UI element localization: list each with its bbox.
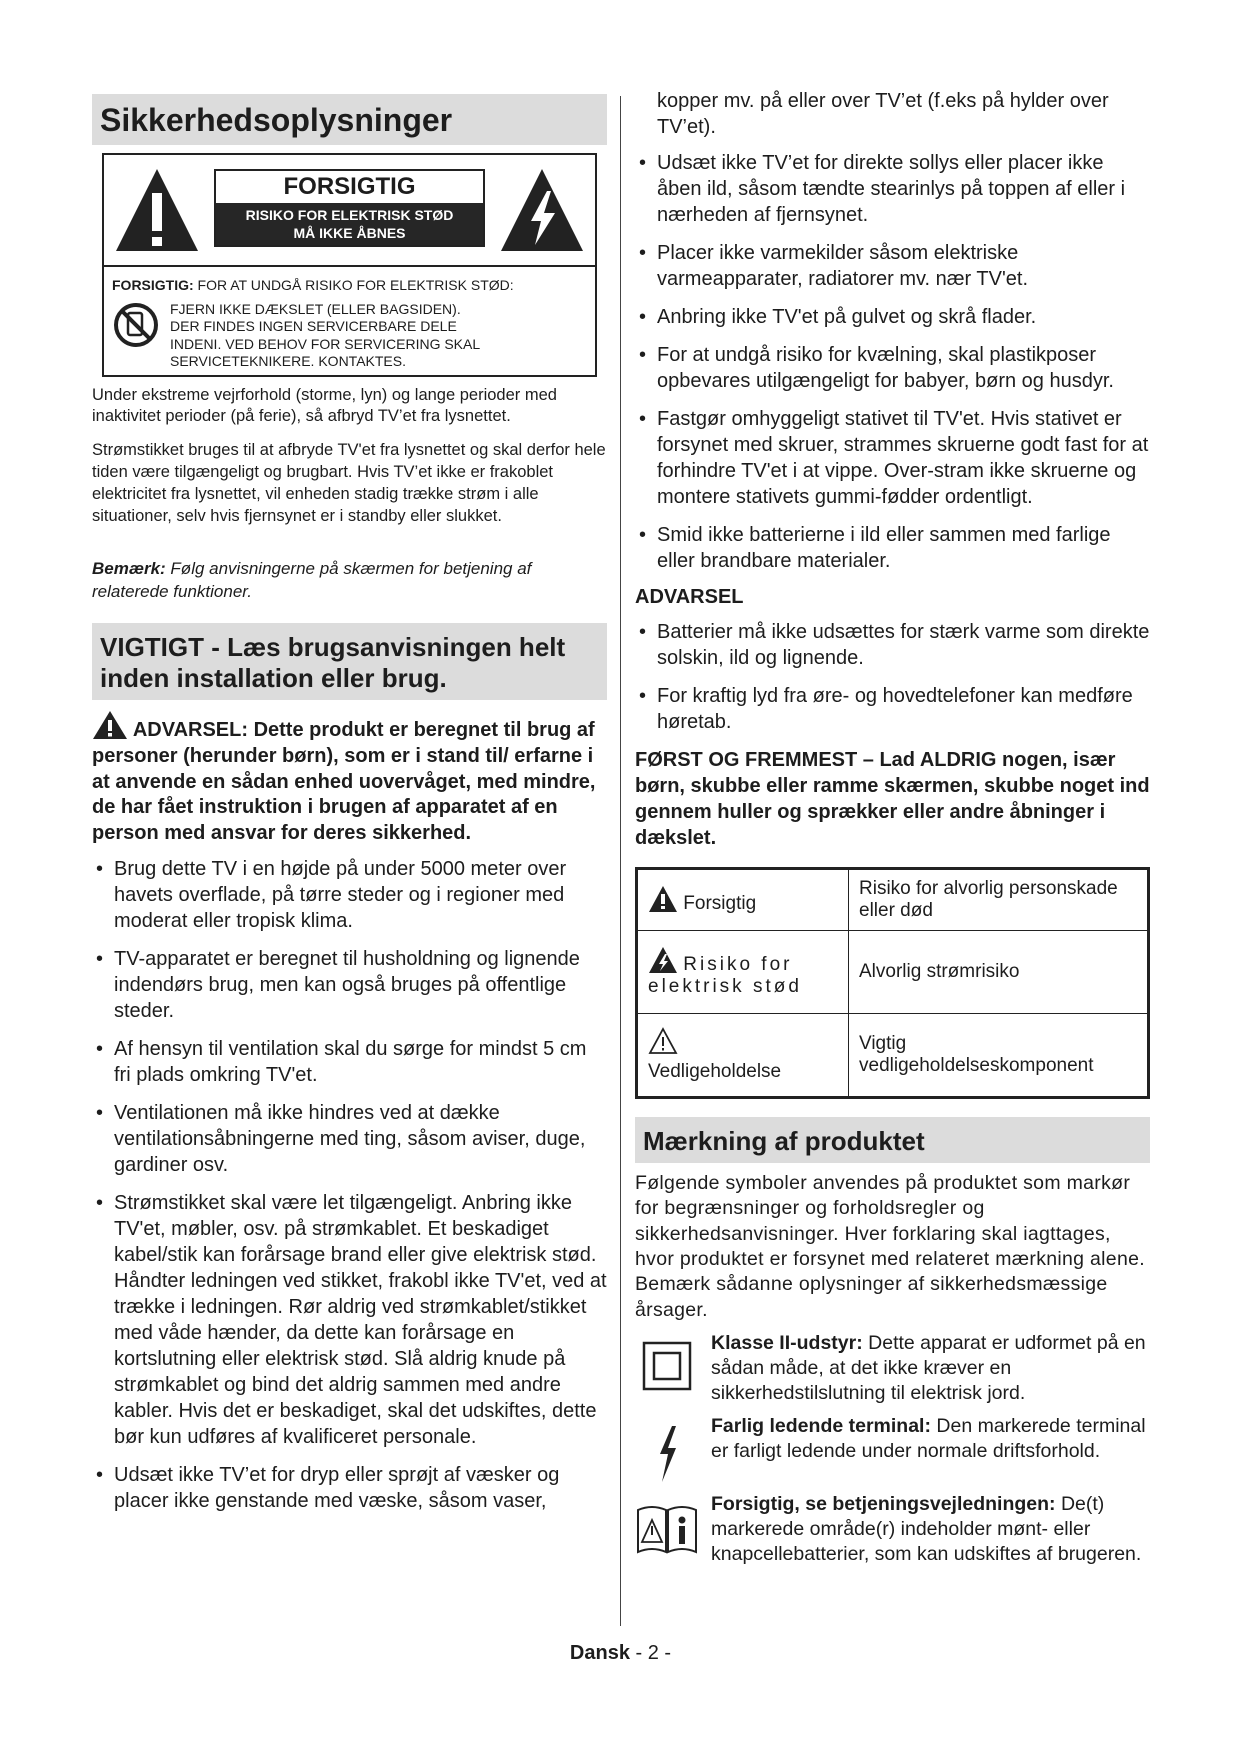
read-manual-icon	[636, 1502, 698, 1554]
hazardous-terminal-icon	[652, 1424, 682, 1484]
list-item: • Strømstikket skal være let tilgængeligt. Anbring ikke TV'et, møbler, osv. på strømkablet. Et beskadiget kabel/stik kan forårsage brand eller give elektrisk stød. Håndter ledningen ved stikket, frakobl ikke TV'et, ved at trække i ledningen. Rør aldrig ved strømkablet/stikket med våde hænder, da dette kan forårsage en kortslutning eller elektrisk stød. Slå aldrig knude på strømkablet og bind det aldrig sammen med andre kabler. Hvis det er beskadiget, skal det udskiftes, dette bør kun udføres af kvalificeret personale.	[92, 1190, 607, 1450]
marking-intro: Følgende symboler anvendes på produktet som markør for begrænsninger og forholdsregler og sikkerhedsanvisninger. Hver forklaring skal iagttages, hvor produktet er forsynet med relateret mærkning alene. Bemærk sådanne oplysninger af sikkerhedsmæssige årsager.	[635, 1172, 1145, 1321]
page-title: Sikkerhedsoplysninger	[92, 94, 607, 145]
continuation-text: kopper mv. på eller over TV’et (f.eks på hylder over TV’et).	[657, 90, 1109, 138]
footer-language: Dansk	[569, 1642, 630, 1664]
warning-paragraph	[92, 710, 607, 846]
class-ii-icon	[642, 1341, 692, 1391]
mark-text: De(t) markerede område(r) indeholder mønt- eller knapcellebatterier, som kan udskiftes af brugeren.	[711, 1492, 1142, 1565]
caution-banner	[214, 169, 485, 247]
caution-banner-line1: RISIKO FOR ELEKTRISK STØD	[245, 207, 454, 223]
important-heading: VIGTIGT - Læs brugsanvisningen helt inden installation eller brug.	[92, 623, 607, 700]
caution-label-rest: FOR AT UNDGÅ RISIKO FOR ELEKTRISK STØD:	[193, 277, 514, 293]
weather-paragraph: Under ekstreme vejrforhold (storme, lyn) og lange perioder med inaktivitet perioder (på ferie), så afbryd TV’et fra lysnettet.	[92, 385, 557, 426]
plug-paragraph: Strømstikket bruges til at afbryde TV'et fra lysnettet og skal derfor hele tiden være tilgængeligt og brugbart. Hvis TV’et ikke er frakoblet elektricitet fra lysnettet, vil enheden stadig trække strøm i alle situationer, selv hvis fjernsynet er i standby eller slukket.	[92, 441, 606, 526]
warning-text: ADVARSEL: Dette produkt er beregnet til brug af personer (herunder børn), som er i stand til/ erfarne i at anvende en sådan enhed uovervåget, med mindre, de har fået instruktion i brugen af apparatet af en person med ansvar for deres sikkerhed.	[92, 719, 596, 844]
list-item: • Smid ikke batterierne i ild eller sammen med farlige eller brandbare materialer.	[635, 522, 1150, 574]
caution-line-3: INDENI. VED BEHOV FOR SERVICERING SKAL	[170, 335, 481, 352]
caution-banner-line2: MÅ IKKE ÅBNES	[293, 224, 406, 241]
electric-shock-triangle-icon	[499, 167, 585, 253]
maintenance-triangle-icon	[648, 1027, 678, 1055]
mark-title: Farlig ledende terminal:	[711, 1414, 931, 1437]
list-item: • Batterier må ikke udsættes for stærk varme som direkte solskin, ild og lignende.	[635, 619, 1150, 671]
mark-text: Den markerede terminal er farligt ledende under normale driftsforhold.	[711, 1414, 1146, 1462]
table-label: Forsigtig	[683, 893, 757, 914]
list-item: • TV-apparatet er beregnet til husholdning og lignende indendørs brug, men kan også bruges på offentlige steder.	[92, 946, 607, 1024]
table-row	[637, 931, 1149, 1014]
note	[92, 558, 607, 603]
table-desc: Alvorlig strømrisiko	[849, 931, 1149, 1014]
table-label: Risiko for elektrisk stød	[648, 954, 802, 997]
note-label: Bemærk:	[92, 559, 166, 579]
table-desc: Risiko for alvorlig personskade eller død	[849, 869, 1149, 931]
caution-line-2: DER FINDES INGEN SERVICERBARE DELE	[170, 318, 457, 334]
shock-triangle-icon	[648, 946, 678, 974]
list-item: • Placer ikke varmekilder såsom elektriske varmeapparater, radiatorer mv. nær TV'et.	[635, 240, 1150, 292]
caution-triangle-icon	[648, 885, 678, 913]
mark-item-terminal	[635, 1414, 1150, 1484]
no-open-icon	[112, 301, 160, 349]
list-item: • Fastgør omhyggeligt stativet til TV'et. Hvis stativet er forsynet med skruer, strammes skruerne godt fast for at forhindre TV'et i at vippe. Over-stram ikke skruerne og montere stativets gummi-fødder ordentligt.	[635, 406, 1150, 510]
marking-heading: Mærkning af produktet	[635, 1117, 1150, 1163]
right-bullet-list	[635, 150, 1150, 574]
list-item: • Udsæt ikke TV’et for direkte sollys eller placer ikke åben ild, såsom tændte stearinlys på toppen af eller i nærheden af fjernsynet.	[635, 150, 1150, 228]
column-divider	[620, 96, 621, 1626]
caution-box	[102, 153, 597, 377]
mark-title: Klasse II-udstyr:	[711, 1332, 863, 1355]
mark-title: Forsigtig, se betjeningsvejledningen:	[711, 1492, 1056, 1515]
list-item: • For kraftig lyd fra øre- og hovedtelefoner kan medføre høretab.	[635, 683, 1150, 735]
advarsel-heading: ADVARSEL	[635, 586, 744, 608]
mark-item-class2	[635, 1331, 1150, 1406]
right-column	[635, 88, 1150, 1567]
advarsel-list	[635, 619, 1150, 735]
list-item: • Af hensyn til ventilation skal du sørge for mindst 5 cm fri plads omkring TV'et.	[92, 1036, 607, 1088]
list-item: • Udsæt ikke TV’et for dryp eller sprøjt af væsker og placer ikke genstande med væske, såsom vaser,	[92, 1462, 607, 1514]
table-row	[637, 1014, 1149, 1098]
table-row	[637, 869, 1149, 931]
left-column	[92, 94, 607, 1526]
list-item: • Anbring ikke TV'et på gulvet og skrå flader.	[635, 304, 1150, 330]
list-item: • For at undgå risiko for kvælning, skal plastikposer opbevares utilgængeligt for babyer, børn og husdyr.	[635, 342, 1150, 394]
table-label: Vedligeholdelse	[648, 1061, 782, 1082]
mark-text: Dette apparat er udformet på en sådan måde, at det ikke kræver en sikkerhedstilslutning til elektrisk jord.	[711, 1332, 1146, 1404]
caution-label: FORSIGTIG:	[112, 277, 194, 293]
left-bullet-list	[92, 856, 607, 1514]
warning-triangle-icon	[114, 167, 200, 253]
caution-line-4: SERVICETEKNIKERE. KONTAKTES.	[170, 353, 406, 369]
list-item: • Ventilationen må ikke hindres ved at dække ventilationsåbningerne med ting, såsom aviser, duge, gardiner osv.	[92, 1100, 607, 1178]
note-text: Følg anvisningerne på skærmen for betjening af relaterede funktioner.	[92, 559, 532, 601]
warning-small-icon	[92, 710, 128, 740]
list-item: • Brug dette TV i en højde på under 5000 meter over havets overflade, på tørre steder og i regioner med moderat eller tropisk klima.	[92, 856, 607, 934]
first-warning-paragraph: FØRST OG FREMMEST – Lad ALDRIG nogen, især børn, skubbe eller ramme skærmen, skubbe noget ind gennem huller og sprækker eller andre åbninger i dækslet.	[635, 749, 1150, 849]
caution-line-1: FJERN IKKE DÆKSLET (ELLER BAGSIDEN).	[170, 300, 461, 317]
footer-page-number: - 2 -	[629, 1642, 672, 1664]
page-footer	[0, 1642, 1241, 1665]
table-desc: Vigtig vedligeholdelseskomponent	[849, 1014, 1149, 1098]
caution-title: FORSIGTIG	[216, 171, 483, 203]
mark-item-manual	[635, 1492, 1150, 1567]
symbol-table	[635, 867, 1150, 1099]
